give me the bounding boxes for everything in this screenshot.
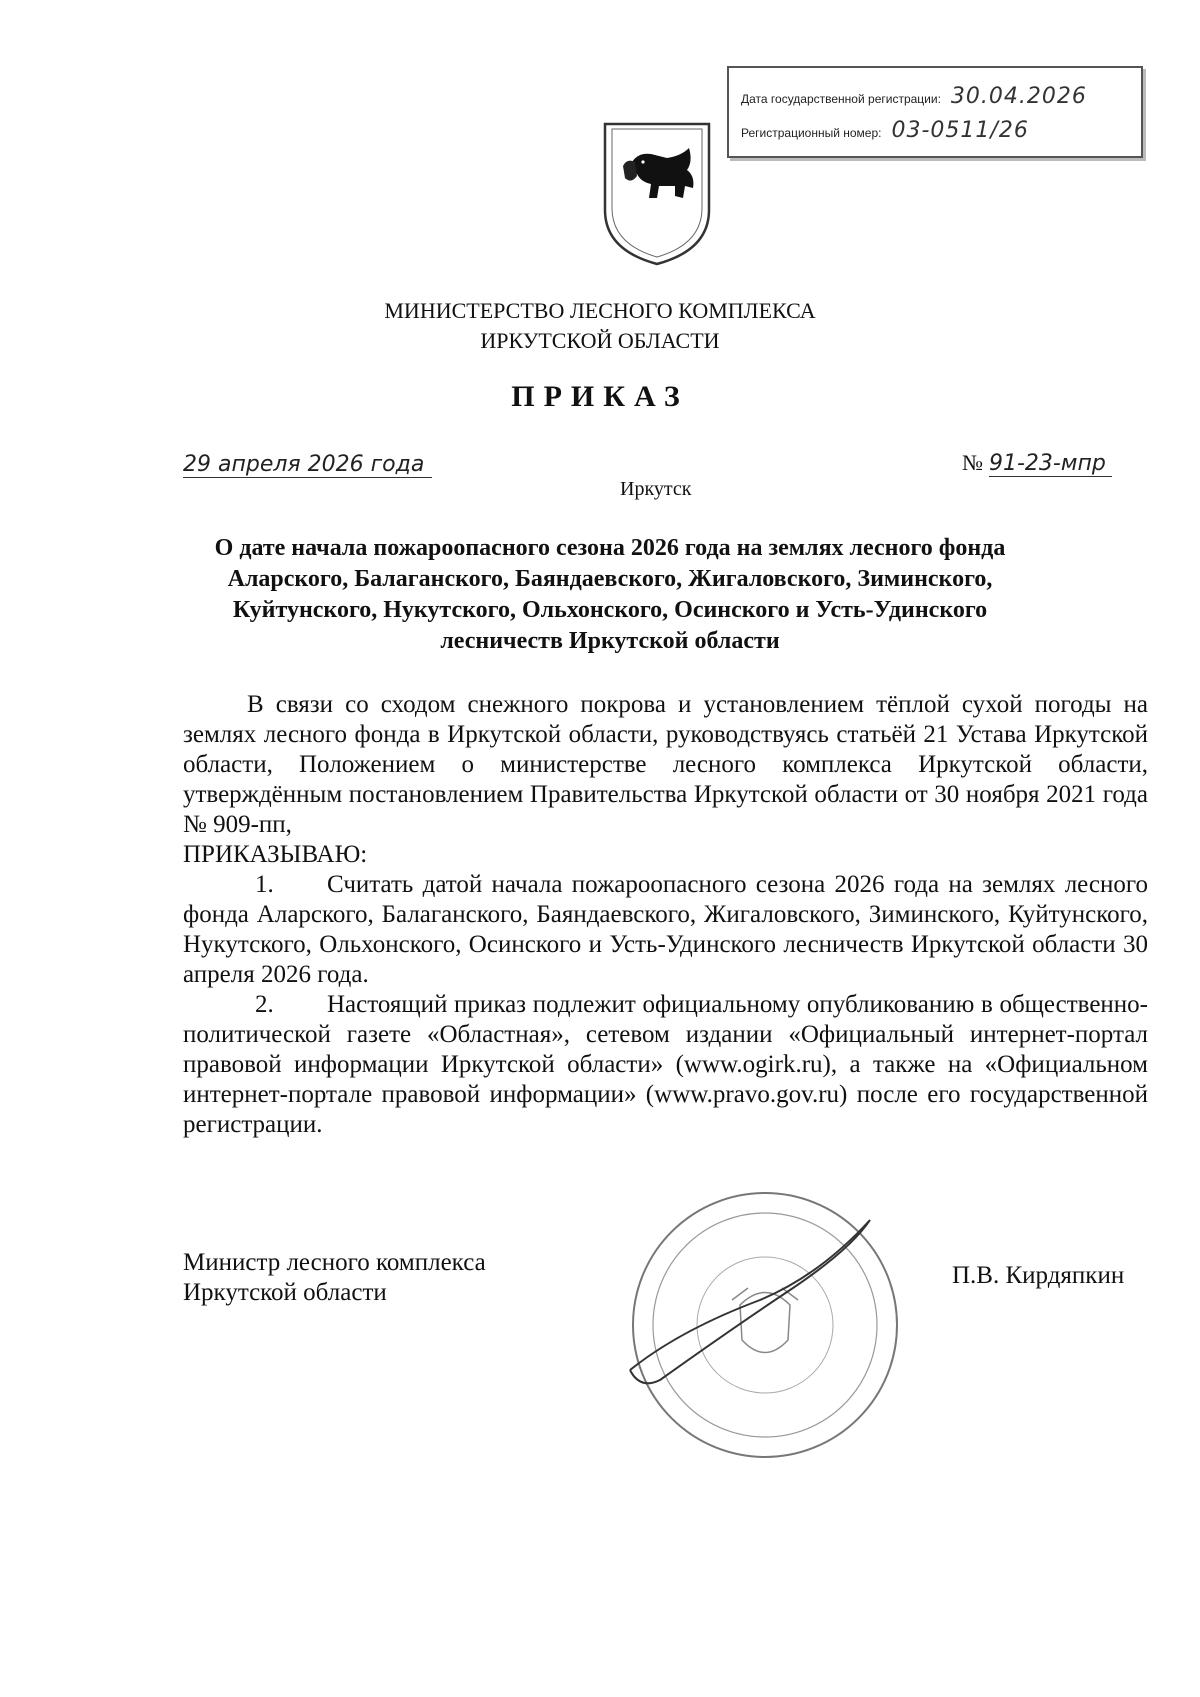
official-seal-icon (620, 1180, 910, 1470)
ministry-name (300, 296, 900, 356)
signatory-position (183, 1248, 486, 1308)
ministry-line-1: МИНИСТЕРСТВО ЛЕСНОГО КОМПЛЕКСА (384, 298, 816, 323)
title-line-3: Куйтунского, Нукутского, Ольхонского, Осинского и Усть-Удинского (232, 597, 988, 623)
registration-number-row (741, 118, 1029, 143)
document-type: ПРИКАЗ (511, 380, 689, 413)
order-item-1-text: Считать датой начала пожароопасного сезона 2026 года на землях лесного фонда Аларского, Балаганского, Баяндаевского, Жигаловского, Зиминского, Куйтунского, Нукутского, Ольхонского, Осинского и Усть-Удинского лесничеств Иркутской области 30 апреля 2026 года. (183, 871, 1148, 988)
registration-stamp (727, 66, 1143, 158)
number-value: 91-23-мпр (989, 451, 1112, 477)
registration-number-value: 03-0511/26 (891, 118, 1029, 143)
preamble-paragraph: В связи со сходом снежного покрова и установлением тёплой сухой погоды на землях лесного фонда в Иркутской области, руководствуясь статьёй 21 Устава Иркутской области, Положением о министерстве лесного комплекса Иркутской области, утверждённым постановлением Правительства Иркутской области от 30 ноября 2021 года № 909-пп, (183, 691, 1148, 838)
order-item-1 (183, 870, 1148, 990)
registration-date-label: Дата государственной регистрации: (741, 92, 941, 106)
registration-date-value: 30.04.2026 (950, 84, 1087, 109)
document-date: 29 апреля 2026 года (183, 452, 432, 478)
registration-date-row (741, 84, 1087, 109)
ministry-line-2: ИРКУТСКОЙ ОБЛАСТИ (480, 328, 720, 353)
document-number (962, 450, 1112, 477)
title-line-1: О дате начала пожароопасного сезона 2026 года на землях лесного фонда (214, 535, 1006, 561)
position-line-1: Министр лесного комплекса (183, 1249, 486, 1276)
position-line-2: Иркутской области (183, 1279, 387, 1306)
title-line-2: Аларского, Балаганского, Баяндаевского, Жигаловского, Зиминского, (227, 566, 993, 592)
coat-of-arms-icon (597, 118, 717, 268)
number-sign: № (962, 450, 983, 475)
signatory-name: П.В. Кирдяпкин (952, 1262, 1125, 1289)
order-item-2-number: 2. (255, 991, 274, 1018)
document-body (183, 690, 1148, 1140)
registration-number-label: Регистрационный номер: (741, 126, 882, 140)
document-title (180, 533, 1040, 657)
order-item-1-number: 1. (255, 871, 274, 898)
document-city: Иркутск (620, 478, 692, 500)
order-item-2 (183, 990, 1148, 1140)
order-item-2-text: Настоящий приказ подлежит официальному опубликованию в общественно-политической газете «Областная», сетевом издании «Официальный интернет-портал правовой информации Иркутской области» (www.ogirk.ru), а также на «Официальном интернет-портале правовой информации» (www.pravo.gov.ru) после его государственной регистрации. (183, 991, 1148, 1138)
title-line-4: лесничеств Иркутской области (440, 628, 780, 654)
order-word: ПРИКАЗЫВАЮ: (183, 841, 368, 868)
